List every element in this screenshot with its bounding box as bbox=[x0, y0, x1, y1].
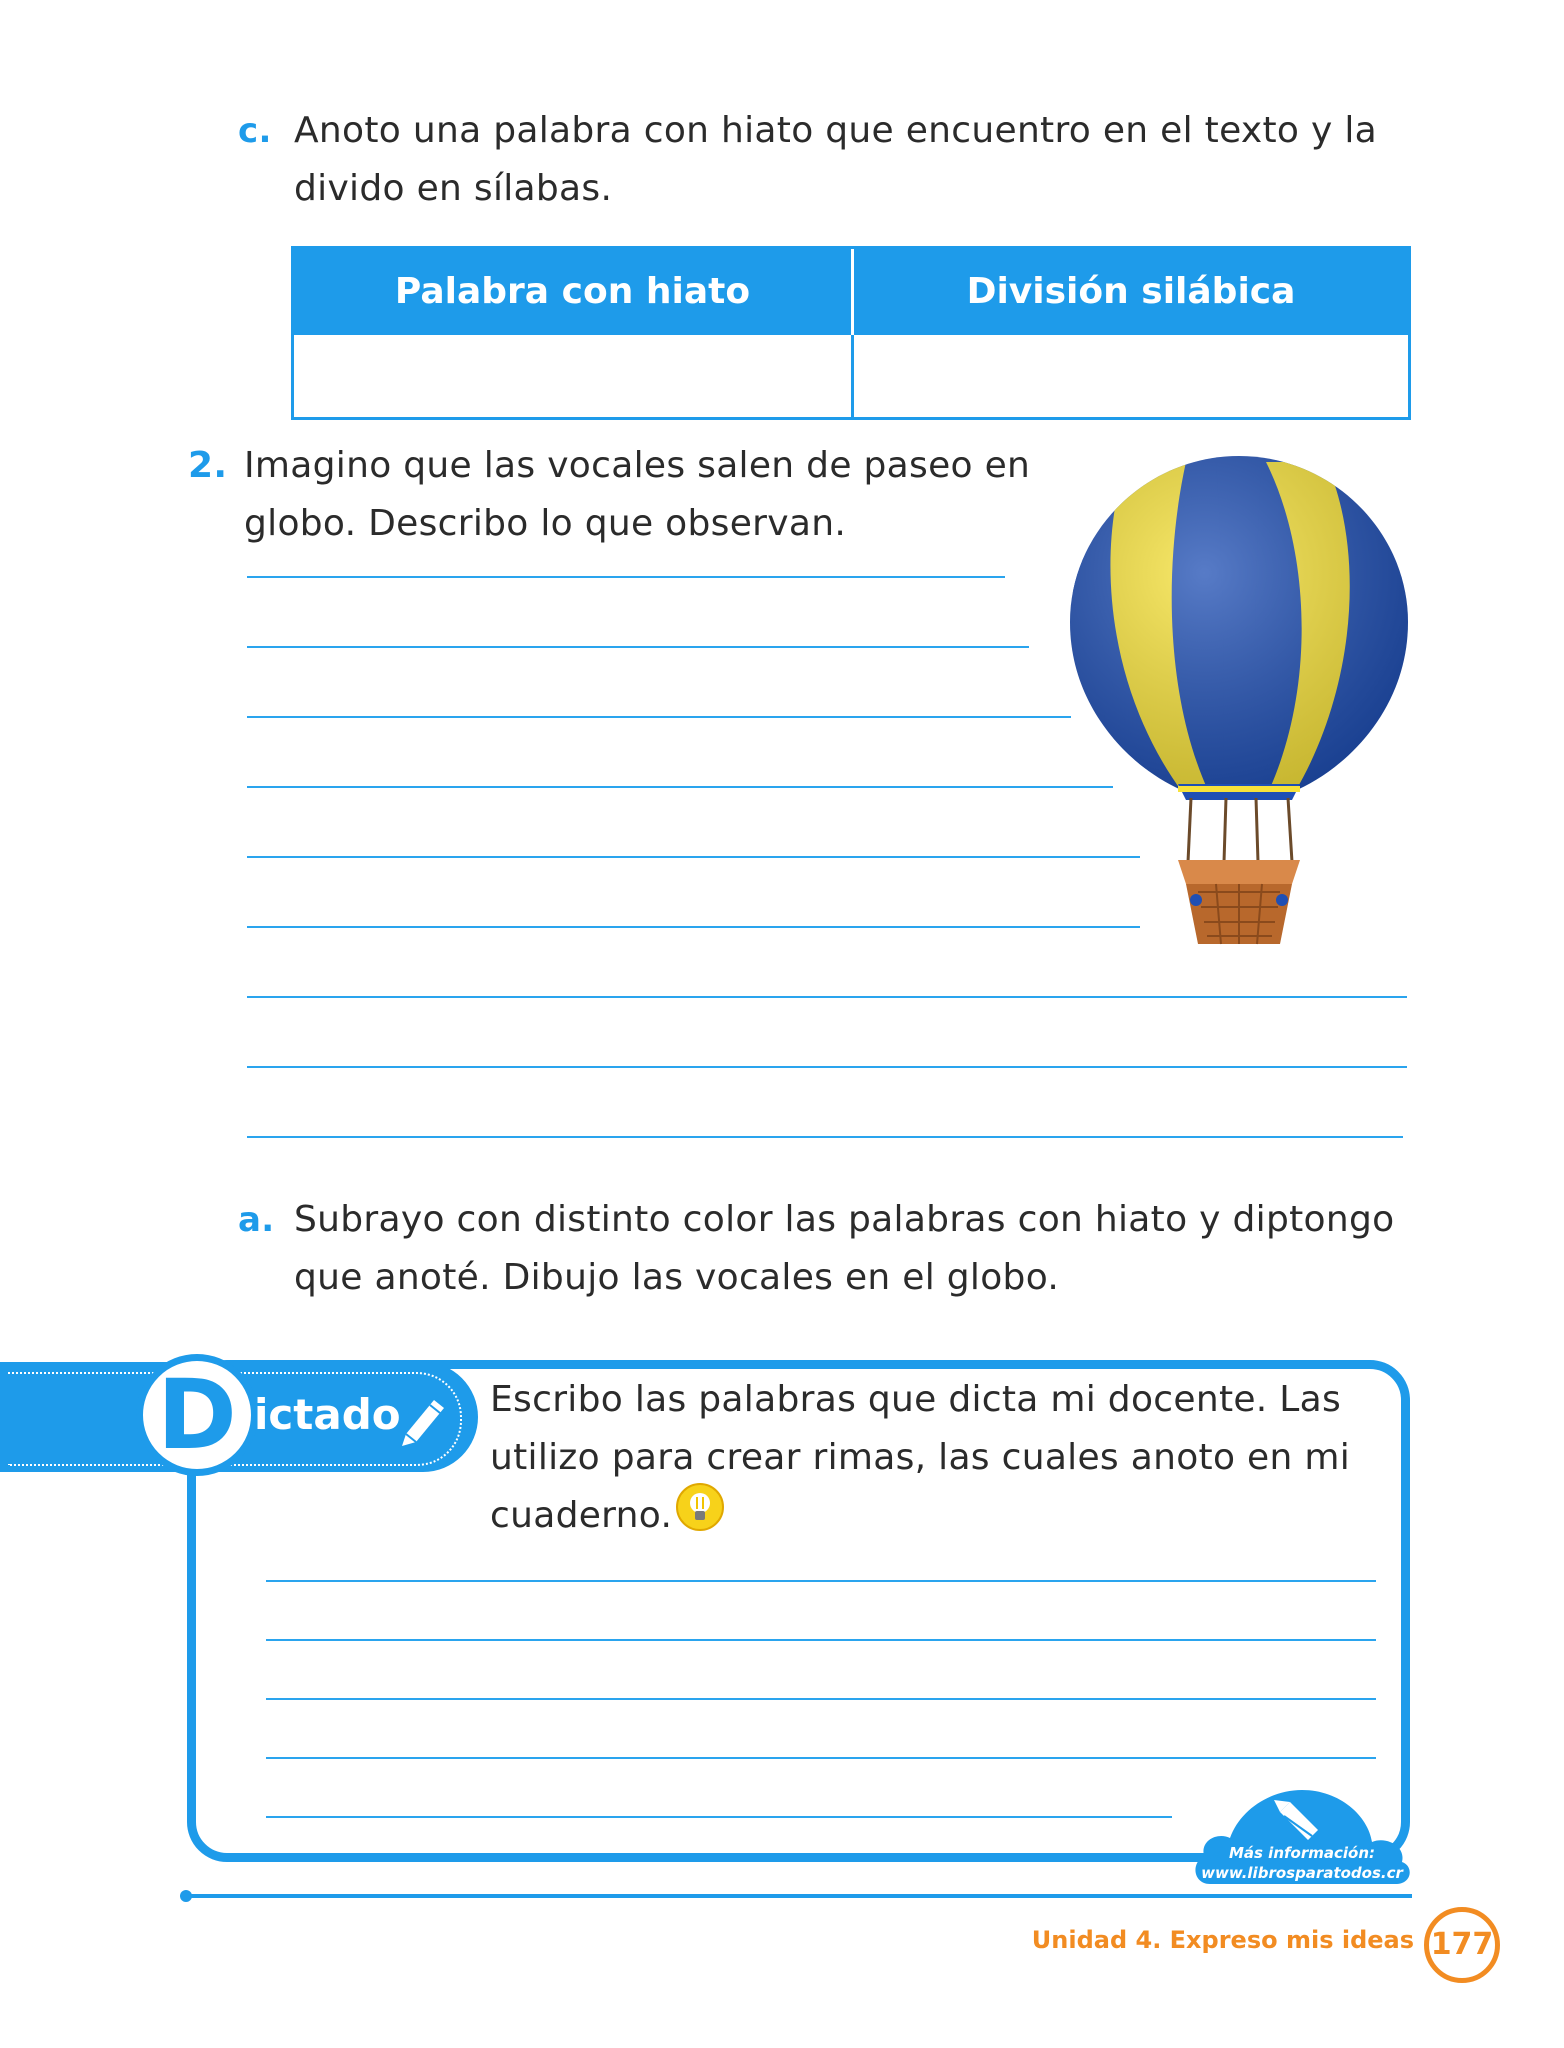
hiato-table bbox=[291, 246, 1411, 420]
writing-line[interactable] bbox=[247, 1136, 1403, 1138]
dictado-line1: Escribo las palabras que dicta mi docente. Las bbox=[490, 1379, 1342, 1420]
dictado-writing-line[interactable] bbox=[266, 1698, 1376, 1700]
lightbulb-icon bbox=[675, 1482, 725, 1532]
question-c-label: c. bbox=[238, 111, 272, 151]
table-header-divider bbox=[851, 249, 854, 335]
writing-line[interactable] bbox=[247, 576, 1005, 578]
dictado-line3: cuaderno. bbox=[490, 1495, 673, 1536]
writing-line[interactable] bbox=[247, 646, 1029, 648]
table-header-palabra: Palabra con hiato bbox=[394, 271, 751, 312]
question-2-number: 2. bbox=[188, 445, 228, 486]
question-a bbox=[238, 1191, 1438, 1311]
question-a-line1: Subrayo con distinto color las palabras con hiato y diptongo bbox=[294, 1199, 1395, 1240]
page-number: 177 bbox=[1424, 1907, 1500, 1983]
question-a-label: a. bbox=[238, 1200, 275, 1240]
pencil-icon bbox=[392, 1388, 452, 1448]
footer-unit: Unidad 4. Expreso mis ideas bbox=[1031, 1926, 1414, 1954]
question-c-line1: Anoto una palabra con hiato que encuentro en el texto y la bbox=[294, 110, 1377, 151]
bottom-rule bbox=[186, 1894, 1412, 1898]
table-cell-division[interactable] bbox=[854, 335, 1408, 417]
question-c-line2: divido en sílabas. bbox=[294, 168, 613, 209]
more-info-label: Más información: bbox=[1228, 1844, 1375, 1862]
dictado-instructions bbox=[490, 1371, 1390, 1551]
writing-line[interactable] bbox=[247, 996, 1407, 998]
dictado-writing-line[interactable] bbox=[266, 1816, 1172, 1818]
dictado-line2: utilizo para crear rimas, las cuales anoto en mi bbox=[490, 1437, 1350, 1478]
writing-line[interactable] bbox=[247, 926, 1140, 928]
question-c bbox=[238, 102, 1438, 209]
writing-line[interactable] bbox=[247, 1066, 1407, 1068]
writing-line[interactable] bbox=[247, 856, 1140, 858]
question-2-line2: globo. Describo lo que observan. bbox=[244, 503, 847, 544]
question-a-line2: que anoté. Dibujo las vocales en el globo. bbox=[294, 1257, 1060, 1298]
dictado-title: ictado bbox=[254, 1390, 401, 1439]
writing-line[interactable] bbox=[247, 716, 1071, 718]
hot-air-balloon-illustration bbox=[1066, 452, 1412, 952]
table-cell-palabra[interactable] bbox=[294, 335, 851, 417]
dictado-writing-line[interactable] bbox=[266, 1639, 1376, 1641]
writing-line[interactable] bbox=[247, 786, 1113, 788]
dictado-writing-line[interactable] bbox=[266, 1580, 1376, 1582]
table-header-division: División silábica bbox=[966, 271, 1296, 312]
dictado-writing-line[interactable] bbox=[266, 1757, 1376, 1759]
more-info-url[interactable]: www.librosparatodos.cr bbox=[1201, 1864, 1403, 1882]
dictado-letter: D bbox=[157, 1359, 237, 1471]
question-2 bbox=[188, 437, 1038, 557]
question-2-line1: Imagino que las vocales salen de paseo en bbox=[244, 445, 1031, 486]
